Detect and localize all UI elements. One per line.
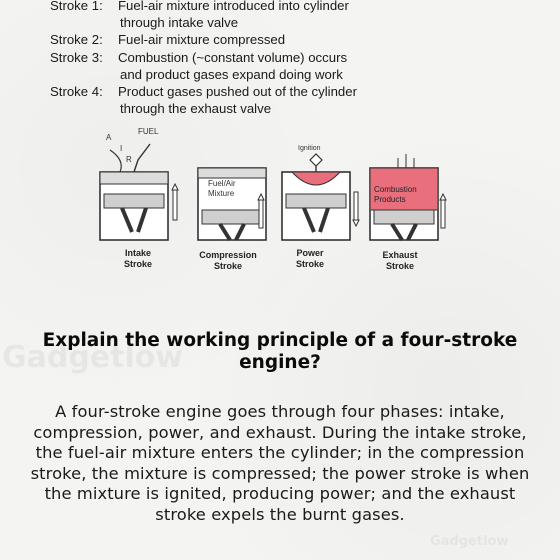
motion-arrow [259, 200, 263, 228]
caption-line: Stroke [213, 261, 242, 271]
exhaust-cylinder [370, 154, 446, 240]
answer-text: A four-stroke engine goes through four phases: intake, compression, power, and exhaust. During the intake stroke, the fuel-air mixture enters the cylinder; in the compression stroke, the mixture is compressed; the power stroke is when the mixture is ignited, producing power; and the exhaust stroke expels the burnt gases. [30, 402, 530, 524]
mixture-label: Fuel/Air [208, 179, 236, 188]
stroke-description [118, 83, 470, 117]
caption-line: Stroke [295, 259, 324, 269]
fuel-injector [134, 144, 150, 172]
stroke-description [118, 31, 470, 48]
piston [202, 210, 262, 224]
air-label: A [106, 133, 112, 142]
mixture-label: Mixture [208, 189, 235, 198]
ignition-label: Ignition [298, 145, 321, 152]
power-cylinder [282, 145, 359, 240]
stroke-description [118, 49, 470, 83]
stroke-name: Stroke 1: [50, 0, 103, 13]
stroke-line: through the exhaust valve [120, 101, 272, 117]
stroke-caption [192, 250, 264, 272]
label-r: R [126, 155, 132, 164]
stroke-item [50, 0, 470, 31]
motion-arrow [440, 194, 446, 200]
stroke-list [50, 0, 470, 117]
compression-cylinder [198, 168, 266, 240]
motion-arrow [354, 192, 358, 220]
caption-line: Exhaust [382, 250, 418, 260]
motion-arrow [353, 220, 359, 226]
motion-arrow [172, 184, 178, 190]
intake-arrow [110, 150, 121, 172]
stroke-name: Stroke 2: [50, 32, 103, 48]
label-i: I [120, 144, 123, 153]
question-heading: Explain the working principle of a four-stroke engine? [42, 330, 518, 373]
stroke-caption [368, 250, 432, 272]
watermark-text: Gadgetlow [2, 340, 184, 375]
motion-arrow [173, 190, 177, 220]
piston [374, 210, 434, 224]
stroke-line: and product gases expand doing work [120, 66, 343, 82]
spark-plug-icon [310, 154, 322, 166]
stroke-description [118, 0, 470, 31]
stroke-name: Stroke 4: [50, 84, 103, 100]
combustion-label: Products [374, 195, 406, 204]
combustion-label: Combustion [374, 185, 417, 194]
exhaust-arrows [398, 154, 414, 168]
stroke-line: Fuel-air mixture introduced into cylinder [118, 0, 349, 13]
stroke-item [50, 31, 470, 48]
motion-arrow [441, 200, 445, 228]
caption-line: Intake [124, 248, 151, 258]
watermark-text: Gadgetlow [430, 534, 509, 549]
stroke-line: through intake valve [120, 15, 239, 31]
cylinder-head [198, 168, 266, 178]
caption-line: Compression [199, 250, 257, 260]
caption-line: Stroke [385, 261, 414, 271]
stroke-line: Fuel-air mixture compressed [118, 32, 286, 48]
piston [286, 194, 346, 208]
stroke-caption [280, 248, 340, 270]
stroke-name: Stroke 3: [50, 49, 103, 65]
stroke-item [50, 49, 470, 83]
piston [104, 194, 164, 208]
stroke-line: Product gases pushed out of the cylinder [118, 84, 357, 100]
caption-line: Power [296, 248, 324, 258]
stroke-item [50, 83, 470, 117]
caption-line: Stroke [123, 259, 152, 269]
fuel-label: FUEL [138, 127, 159, 136]
stroke-caption [108, 248, 168, 270]
stroke-line: Combustion (~constant volume) occurs [118, 49, 348, 65]
intake-cylinder [100, 127, 178, 240]
cylinder-head [100, 172, 168, 184]
